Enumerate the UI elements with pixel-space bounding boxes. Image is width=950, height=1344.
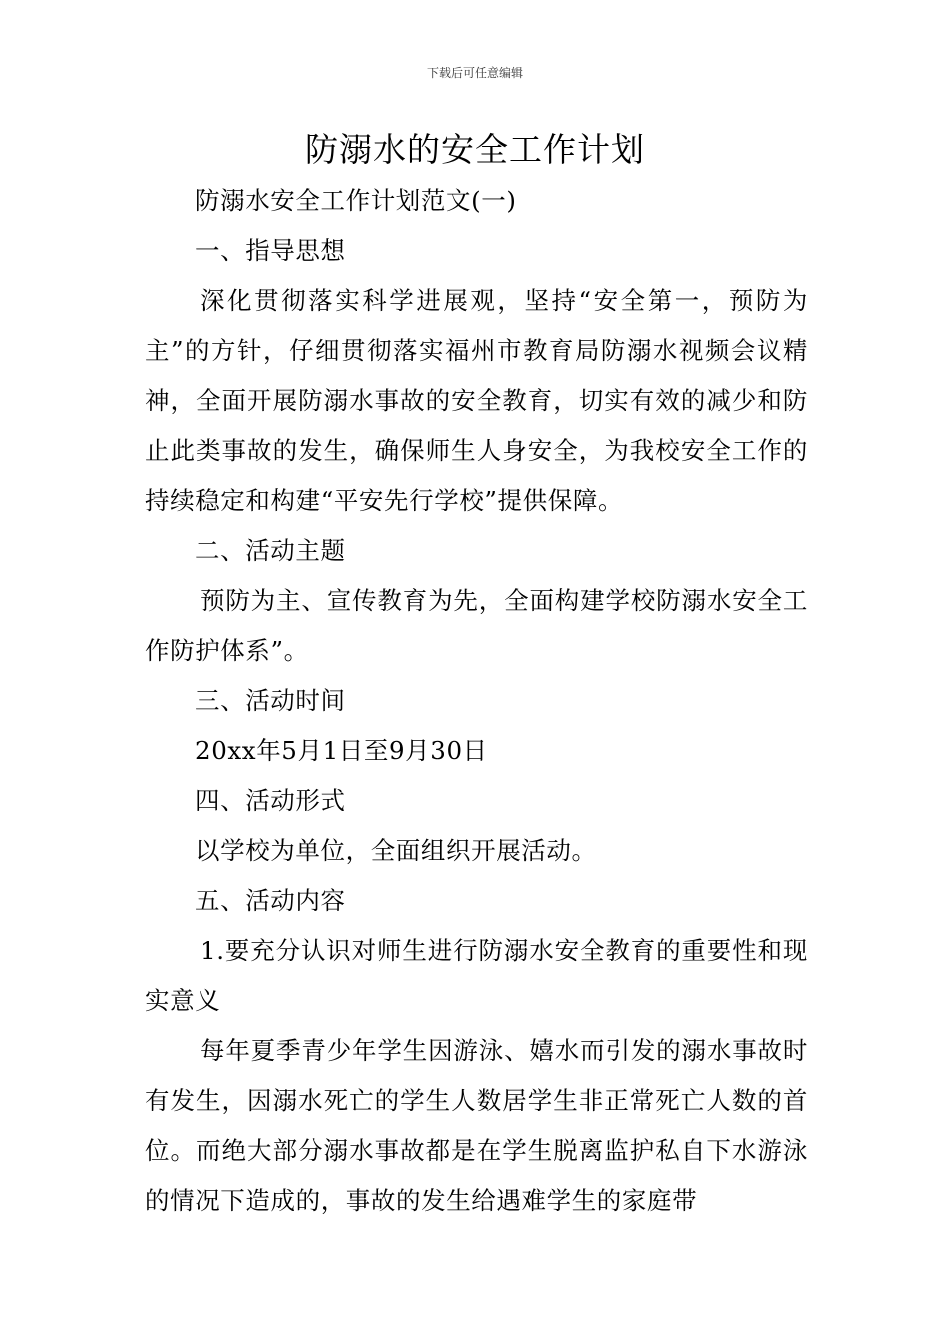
section-heading-activity-content: 五、活动内容 [195,886,346,915]
paragraph-activity-form: 以学校为单位，全面组织开展活动。 [195,836,597,865]
section-heading-guiding-ideology: 一、指导思想 [195,236,346,265]
paragraph-activity-time: 20xx年5月1日至9月30日 [195,736,488,765]
subsection-heading-importance: 1.要充分认识对师生进行防溺水安全教育的重要性和现实意义 [145,936,808,1015]
paragraph-importance: 每年夏季青少年学生因游泳、嬉水而引发的溺水事故时有发生，因溺水死亡的学生人数居学生非正常死亡人数的首位。而绝大部分溺水事故都是在学生脱离监护私自下水游泳的情况下造成的，事故的发生给遇难学生的家庭带 [145,1036,808,1215]
section-heading-activity-time: 三、活动时间 [195,686,346,715]
document-body [145,176,808,1226]
paragraph-activity-theme: 预防为主、宣传教育为先，全面构建学校防溺水安全工作防护体系”。 [145,586,808,665]
document-title: 防溺水的安全工作计划 [305,130,645,169]
section-heading-activity-theme: 二、活动主题 [195,536,346,565]
header-note: 下载后可任意编辑 [426,66,523,80]
subtitle: 防溺水安全工作计划范文(一) [195,186,517,215]
paragraph-guiding-ideology: 深化贯彻落实科学进展观，坚持“安全第一，预防为主”的方针，仔细贯彻落实福州市教育局防溺水视频会议精神，全面开展防溺水事故的安全教育，切实有效的减少和防止此类事故的发生，确保师生人身安全，为我校安全工作的持续稳定和构建“平安先行学校”提供保障。 [145,286,808,515]
section-heading-activity-form: 四、活动形式 [195,786,346,815]
